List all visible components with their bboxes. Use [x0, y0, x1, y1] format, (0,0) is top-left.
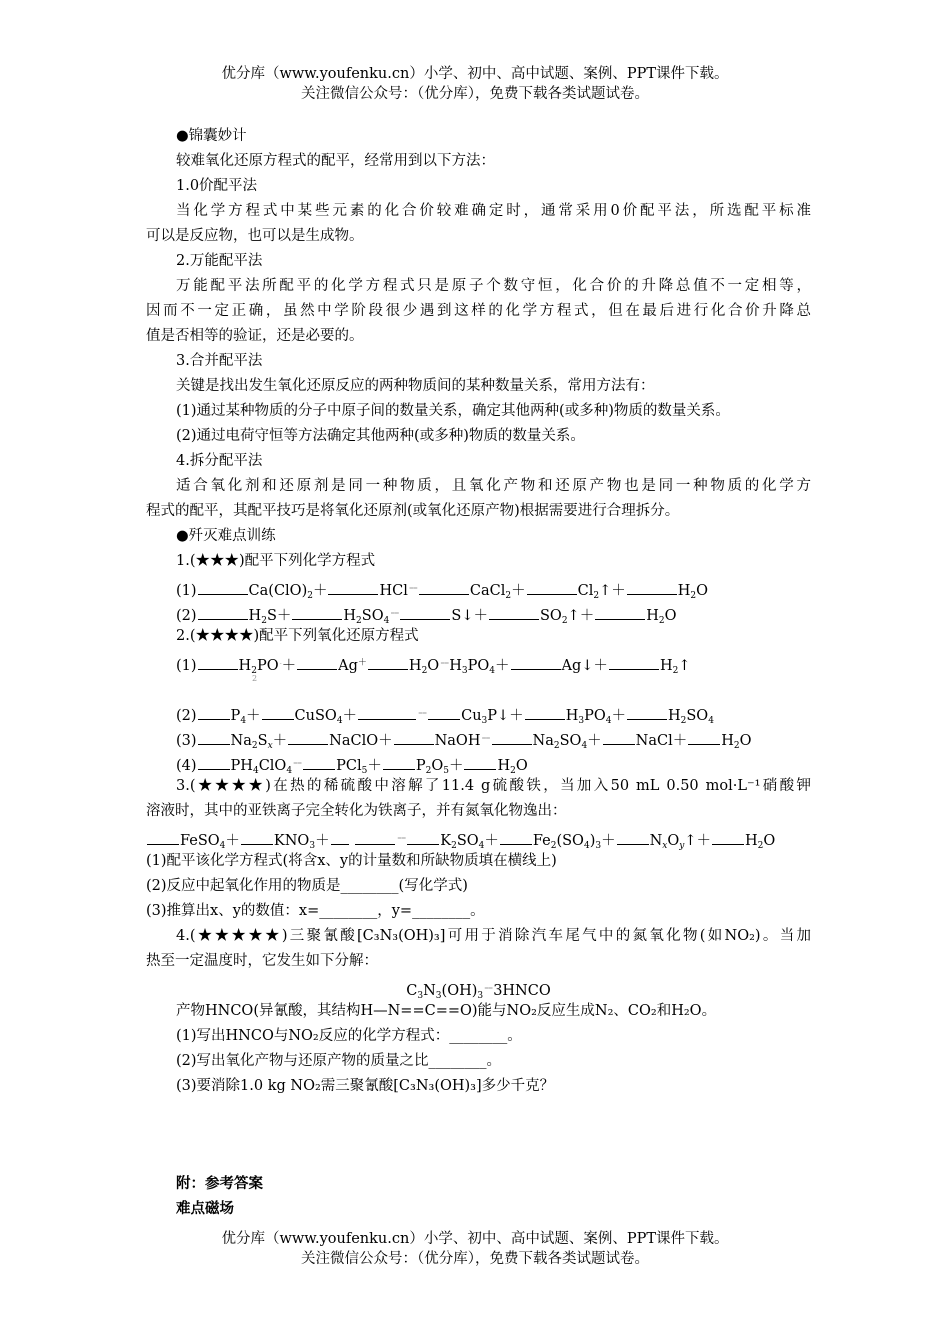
- subscript-2: 2: [252, 674, 258, 683]
- decomposition-equation: $C_3N_3(OH)_3^{==}3HNCO$: [406, 983, 551, 1001]
- question-4-text-2: 热至一定温度时，它发生如下分解：: [146, 953, 378, 969]
- question-3-sub-1: (1)配平该化学方程式(将含x、y的计量数和所缺物质填在横线上): [146, 853, 557, 869]
- footer-line-2: 关注微信公众号：（优分库），免费下载各类试题试卷。: [301, 1251, 649, 1267]
- question-4-sub-2: (2)写出氧化产物与还原产物的质量之比________。: [176, 1053, 502, 1069]
- question-2-title: 2.(★★★★)配平下列氧化还原方程式: [176, 628, 419, 644]
- method-4-text-2: 程式的配平，其配平技巧是将氧化还原剂(或氧化还原产物)根据需要进行合理拆分。: [146, 503, 680, 519]
- tips-intro: 较难氧化还原方程式的配平，经常用到以下方法：: [176, 153, 495, 169]
- header-line-1: 优分库（www.youfenku.cn）小学、初中、高中试题、案例、PPT课件下载。: [221, 66, 729, 82]
- answers-subheading: 难点磁场: [176, 1200, 234, 1217]
- method-2-title: 2.万能配平法: [176, 253, 263, 269]
- question-4-text-3: 产物HNCO(异氰酸，其结构H—N==C==O)能与NO₂反应生成N₂、CO₂和H₂O。: [176, 1003, 717, 1019]
- question-3-sub-3: (3)推算出x、y的数值：x=________，y=________。: [146, 903, 485, 919]
- question-1-title: 1.(★★★)配平下列化学方程式: [176, 553, 376, 569]
- header-line-2: 关注微信公众号：（优分库），免费下载各类试题试卷。: [301, 86, 649, 102]
- equation-2-4: (4) $PH_4ClO_4^{==}$ $PCl_5+ P_2O_5+ H_2O$: [176, 752, 811, 778]
- equation-1-1: (1) $Ca(ClO)_2+ HCl^{==}$ CaCl$_2$＋ $Cl_2↑+ H_2O$: [176, 577, 811, 603]
- footer-line-1: 优分库（www.youfenku.cn）小学、初中、高中试题、案例、PPT课件下载。: [221, 1231, 729, 1247]
- method-3-text: 关键是找出发生氧化还原反应的两种物质间的某种数量关系，常用方法有：: [176, 378, 655, 394]
- method-4-text: 适合氧化剂和还原剂是同一种物质，且氧化产物和还原产物也是同一种物质的化学方: [176, 478, 811, 494]
- question-4-sub-1: (1)写出HNCO与NO₂反应的化学方程式：________。: [176, 1028, 522, 1044]
- method-1-text-2: 可以是反应物，也可以是生成物。: [146, 228, 364, 244]
- equation-2-2: (2) $P_4+$ CuSO$_4$＋ == $Cu_3P↓+ H_3PO_4+ H_2SO_4$: [176, 702, 811, 728]
- question-3-text-2: 溶液时，其中的亚铁离子完全转化为铁离子，并有氮氧化物逸出：: [146, 803, 567, 819]
- method-3-item-2: (2)通过电荷守恒等方法确定其他两种(或多种)物质的数量关系。: [176, 428, 585, 444]
- method-4-title: 4.拆分配平法: [176, 453, 263, 469]
- equation-1-2: (2) $H_2S+ H_2SO_4^{==}$ S↓＋ $SO_2↑+ H_2O$: [176, 602, 811, 628]
- method-2-text-3: 值是否相等的验证，还是必要的。: [146, 328, 364, 344]
- question-3-sub-2: (2)反应中起氧化作用的物质是________(写化学式): [146, 878, 468, 894]
- method-2-text-2: 因而不一定正确，虽然中学阶段很少遇到这样的化学方程式，但在最后进行化合价升降总: [146, 303, 811, 319]
- question-3-text: 3.(★★★★)在热的稀硫酸中溶解了11.4 g硫酸铁，当加入50 mL 0.50 mol·L⁻¹硝酸钾: [176, 778, 811, 794]
- method-2-text: 万能配平法所配平的化学方程式只是原子个数守恒，化合价的升降总值不一定相等，: [176, 278, 811, 294]
- method-1-text: 当化学方程式中某些元素的化合价较难确定时，通常采用0价配平法，所选配平标准: [176, 203, 811, 219]
- method-1-title: 1.0价配平法: [176, 178, 258, 194]
- question-4-text: 4.(★★★★★)三聚氰酸[C₃N₃(OH)₃]可用于消除汽车尾气中的氮氧化物(如NO₂)。当加: [176, 928, 811, 944]
- equation-3: FeSO$_4$＋ $KNO_3+ ^{==}$ $K_2SO_4+ Fe_2(SO_4)_3+$ $N_xO_y↑+ H_2O$: [146, 827, 811, 853]
- equation-2-1: (1) $H_2PO^-+ Ag^+$ $H_2O^{==}H_3PO_4+$ Ag↓＋ $H_2↑$: [176, 652, 811, 678]
- method-3-item-1: (1)通过某种物质的分子中原子间的数量关系，确定其他两种(或多种)物质的数量关系。: [176, 403, 730, 419]
- answers-heading: 附：参考答案: [176, 1175, 263, 1192]
- method-3-title: 3.合并配平法: [176, 353, 263, 369]
- equation-2-3: (3) $Na_2S_x+$ NaClO＋ NaOH== $Na_2SO_4+$ NaCl＋ $H_2O$: [176, 727, 811, 753]
- training-heading: ●歼灭难点训练: [176, 528, 276, 544]
- question-4-sub-3: (3)要消除1.0 kg NO₂需三聚氰酸[C₃N₃(OH)₃]多少千克？: [176, 1078, 555, 1094]
- tips-heading: ●锦囊妙计: [176, 128, 247, 144]
